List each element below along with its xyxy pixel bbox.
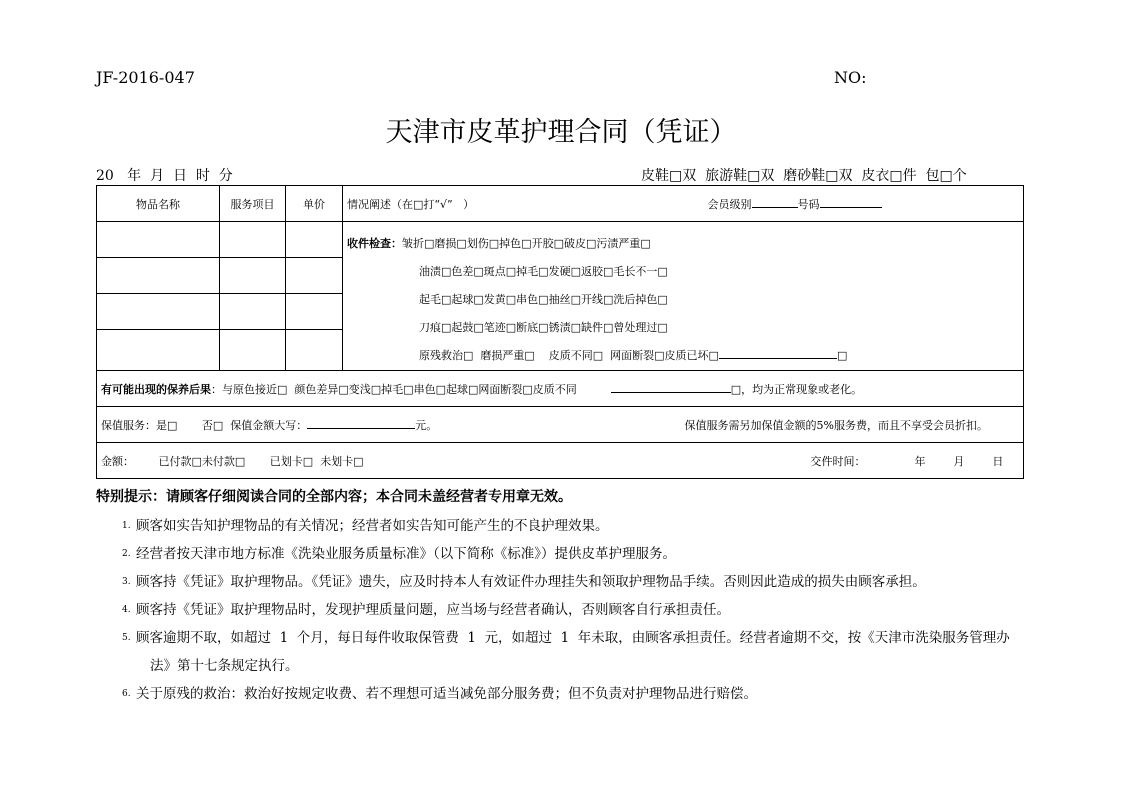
consequence-text: ：与原色接近□ 颜色差异□变浅□掉毛□串色□起球□网面断裂□皮质不同 — [211, 382, 577, 396]
insured-amount-field[interactable] — [307, 417, 415, 429]
item-name-cell[interactable] — [97, 222, 220, 258]
amount-text: 金额： 已付款□未付款□ 已划卡□ 未划卡□ — [101, 454, 364, 468]
amount-cell — [97, 443, 1024, 479]
consequence-label: 有可能出现的保养后果 — [101, 382, 211, 396]
special-notice: 特别提示：请顾客仔细阅读合同的全部内容；本合同未盖经营者专用章无效。 — [96, 489, 572, 505]
item-name-header: 物品名称 — [97, 186, 220, 222]
clause-list — [122, 512, 1027, 708]
damaged-detail-field[interactable] — [719, 347, 837, 359]
insured-unit: 元。 — [415, 418, 438, 432]
table-row — [97, 222, 1024, 258]
serial-number-label: NO: — [834, 68, 867, 87]
clause-item: 4. 顾客持《凭证》取护理物品时，发现护理质量问题，应当场与经营者确认，否则顾客自行承担责任。 — [122, 602, 730, 618]
price-cell[interactable] — [286, 222, 343, 258]
member-number-label: 号码 — [797, 197, 820, 211]
member-number-field[interactable] — [820, 196, 882, 208]
inspection-line: 油渍□色差□斑点□掉毛□发硬□返胶□毛长不一□ — [419, 265, 668, 278]
consequence-other-field[interactable] — [611, 381, 731, 393]
member-info — [708, 196, 882, 212]
service-cell[interactable] — [220, 258, 286, 294]
inspection-cell — [343, 222, 1024, 371]
condition-header-label: 情况阐述（在□打“√” ） — [347, 197, 475, 211]
member-level-label: 会员级别 — [707, 197, 752, 211]
date-time-line: 20 年 月 日 时 分 — [96, 168, 233, 184]
delivery-time: 交件时间： 年 月 日 — [810, 454, 1004, 468]
clause-item: 6. 关于原残的救治：救治好按规定收费、若不理想可适当减免部分服务费；但不负责对护理物品进行赔偿。 — [122, 686, 757, 702]
clause-item: 1. 顾客如实告知护理物品的有关情况；经营者如实告知可能产生的不良护理效果。 — [122, 518, 609, 534]
item-name-cell[interactable] — [97, 258, 220, 294]
item-name-cell[interactable] — [97, 330, 220, 371]
consequence-suffix: □，均为正常现象或老化。 — [730, 382, 863, 396]
inspection-line: 起毛□起球□发黄□串色□抽丝□开线□洗后掉色□ — [419, 293, 668, 306]
service-cell[interactable] — [220, 294, 286, 330]
condition-header — [343, 186, 1024, 222]
service-cell[interactable] — [220, 222, 286, 258]
member-level-field[interactable] — [752, 196, 798, 208]
clause-item: 2. 经营者按天津市地方标准《洗染业服务质量标准》（以下简称《标准》）提供皮革护理服务。 — [122, 546, 676, 562]
inspection-line: 收件检查：皱折□磨损□划伤□掉色□开胶□破皮□污渍严重□ — [347, 237, 651, 250]
price-cell[interactable] — [286, 294, 343, 330]
clause-item: 5. 顾客逾期不取，如超过 1 个月，每日每件收取保管费 1 元，如超过 1 年未取，由顾客承担责任。经营者逾期不交，按《天津市洗染服务管理办 法》第十七条规定执行。 — [122, 630, 1010, 674]
price-header: 单价 — [286, 186, 343, 222]
service-cell[interactable] — [220, 330, 286, 371]
insured-row — [97, 407, 1024, 443]
inspection-line: 刀痕□起鼓□笔迹□断底□锈渍□缺件□曾处理过□ — [419, 321, 668, 334]
document-number: JF-2016-047 — [96, 68, 195, 87]
amount-row — [97, 443, 1024, 479]
inspection-line: 原残救治□ 磨损严重□ 皮质不同□ 网面断裂□皮质已坏□ □ — [419, 349, 848, 362]
consequence-cell — [97, 371, 1024, 407]
price-cell[interactable] — [286, 330, 343, 371]
inspection-label: 收件检查： — [347, 237, 402, 250]
clause-item: 3. 顾客持《凭证》取护理物品。《凭证》遗失，应及时持本人有效证件办理挂失和领取护理物品手续。否则因此造成的损失由顾客承担。 — [122, 574, 926, 590]
insured-note: 保值服务需另加保值金额的5%服务费，而且不享受会员折扣。 — [684, 418, 988, 432]
table-header-row — [97, 186, 1024, 222]
insured-cell — [97, 407, 1024, 443]
item-type-line: 皮鞋□双 旅游鞋□双 磨砂鞋□双 皮衣□件 包□个 — [641, 168, 967, 184]
page-title: 天津市皮革护理合同（凭证） — [385, 117, 737, 148]
consequence-row — [97, 371, 1024, 407]
item-name-cell[interactable] — [97, 294, 220, 330]
service-header: 服务项目 — [220, 186, 286, 222]
insured-text: 保值服务：是□ 否□ 保值金额大写： — [101, 418, 308, 432]
contract-form-table — [96, 185, 1024, 479]
price-cell[interactable] — [286, 258, 343, 294]
